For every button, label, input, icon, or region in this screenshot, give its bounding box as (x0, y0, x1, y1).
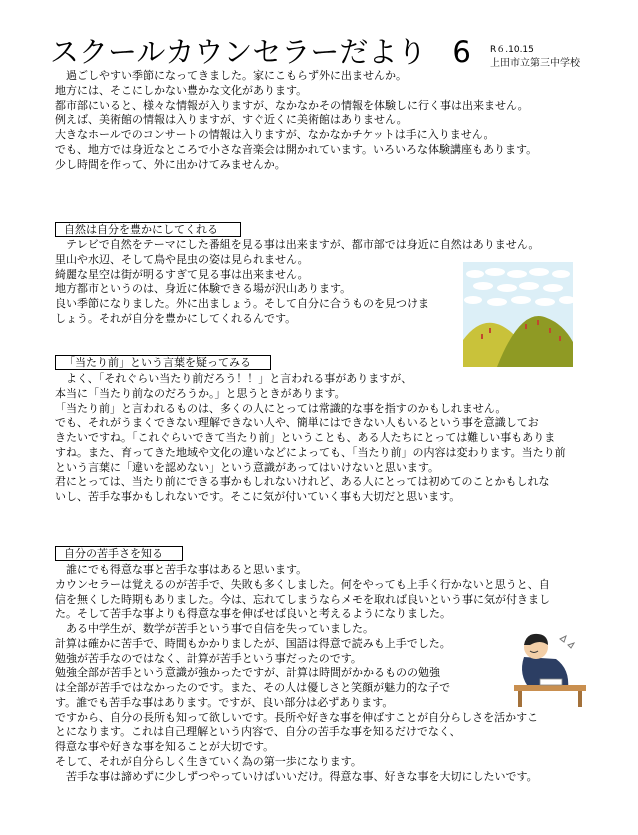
body-line: カウンセラーは覚えるのが苦手で、失敗も多くしました。何をやっても上手く行かないと思うと、自 (55, 577, 550, 591)
desk-leg-left (518, 691, 522, 707)
body-line: 計算は確かに苦手で、時間もかかりましたが、国語は得意で読みも上手でした。 (55, 636, 451, 650)
body-line: ですから、自分の長所も知って欲しいです。長所や好きな事を伸ばすことが自分らしさを活かすこ (55, 710, 539, 724)
body-line: ある中学生が、数学が苦手という事で自信を失っていました。 (66, 622, 374, 635)
newsletter-title (50, 30, 471, 71)
intro-line: 過ごしやすい季節になってきました。家にこもらず外に出ませんか。 (66, 69, 407, 82)
body-line: 誰にでも得意な事と苦手な事はあると思います。 (66, 563, 308, 576)
section-heading-common-sense: 「当たり前」という言葉を疑ってみる (55, 355, 271, 370)
school-name: 上田市立第三中学校 (490, 58, 580, 69)
body-line: 「当たり前」と言われるものは、多くの人にとっては常識的な事を指すのかもしれません。 (55, 401, 507, 415)
body-line: す。誰でも苦手な事はあります。ですが、良い部分は必ずあります。 (55, 695, 394, 709)
body-line: テレビで自然をテーマにした番組を見る事は出来ますが、都市部では身近に自然はありません。 (66, 238, 540, 251)
body-line: 里山や水辺、そして鳥や昆虫の姿は見られません。 (55, 252, 309, 266)
body-line: とになります。これは自己理解という内容で、自分の苦手な事を知るだけでなく、 (55, 725, 461, 739)
notebook (540, 679, 562, 685)
body-line: 地方都市というのは、身近に体験できる場が沢山あります。 (55, 282, 352, 296)
intro-line: 少し時間を作って、外に出かけてみませんか。 (55, 157, 286, 171)
body-line: きたいですね。「これぐらいできて当たり前」ということも、ある人たちにとっては難しい事もありま (55, 431, 556, 444)
body-line: いし、苦手な事かもしれないです。そこに気が付いていく事も大切だと思います。 (55, 490, 461, 503)
body-line: 信を無くした時期もありました。今は、忘れてしまうならメモを取れば良いという事に気が付きまし (55, 592, 550, 606)
issue-date-block (490, 43, 580, 71)
body-line: 得意な事や好きな事を知ることが大切です。 (55, 740, 275, 753)
mountain-illustration (463, 262, 573, 367)
student-at-desk-illustration (510, 625, 590, 707)
body-line: 勉強全部が苦手という意識が強かったですが、計算は時間がかかるものの勉強 (55, 666, 440, 680)
sigh-marks (560, 636, 574, 648)
body-line: そして、それが自分らしく生きていく為の第一歩になります。 (55, 754, 362, 768)
body-line: 本当に「当たり前なのだろうか。」と思うときがあります。 (55, 386, 346, 400)
body-line: 苦手な事は諦めずに少しずつやっていけばいいだけ。得意な事、好きな事を大切にしたいです。 (66, 769, 538, 783)
intro-line: 都市部にいると、様々な情報が入りますが、なかなかその情報を体験しに行く事は出来ません。 (55, 98, 529, 112)
intro-paragraph (55, 69, 600, 172)
intro-line: 大きなホールでのコンサートの情報は入りますが、なかなかチケットは手に入りません。 (55, 128, 495, 141)
body-line: た。そして苦手な事よりも得意な事を伸ばせば良いと考えるようになりました。 (55, 607, 451, 621)
body-line: という言葉に「違いを認めない」という意識があってはいけないと思います。 (55, 460, 440, 474)
body-line: しょう。それが自分を豊かにしてくれるんです。 (55, 311, 297, 325)
body-line: 綺麗な星空は街が明るすぎて見る事は出来ません。 (55, 267, 309, 281)
body-line: よく、「それぐらい当たり前だろう！！」と言われる事がありますが、 (66, 372, 413, 385)
body-line: でも、それがうまくできない理解できない人や、簡単にはできない人もいるという事を意識してお (55, 416, 539, 430)
body-line: は全部が苦手ではなかったのです。また、その人は優しさと笑顔が魅力的な子で (55, 681, 451, 694)
intro-line: でも、地方では身近なところで小さな音楽会は開かれています。いろいろな体験講座もあります。 (55, 142, 538, 156)
intro-line: 例えば、美術館の情報は入りますが、すぐ近くに美術館はありません。 (55, 113, 408, 127)
section-heading-weakness: 自分の苦手さを知る (55, 546, 183, 561)
intro-line: 地方には、そこにしかない豊かな文化があります。 (55, 83, 308, 97)
body-line: 良い季節になりました。外に出ましょう。そして自分に合うものを見つけま (55, 297, 429, 310)
section-common-sense-body (55, 372, 600, 505)
desk-top (514, 685, 586, 691)
body-line: 君にとっては、当たり前にできる事かもしれないけれど、ある人にとっては初めてのことかもしれな (55, 475, 550, 489)
title-text: スクールカウンセラーだより (50, 35, 427, 69)
issue-date: R６.10.15 (490, 45, 534, 55)
section-heading-nature: 自然は自分を豊かにしてくれる (55, 222, 241, 237)
desk-leg-right (578, 691, 582, 707)
body-line: 勉強が苦手なのではなく、計算が苦手という事だったのです。 (55, 651, 362, 665)
body-line: すね。また、育ってきた地域や文化の違いなどによっても、「当たり前」の内容は変わります。当たり前 (55, 445, 566, 459)
issue-number: 6 (452, 35, 471, 69)
